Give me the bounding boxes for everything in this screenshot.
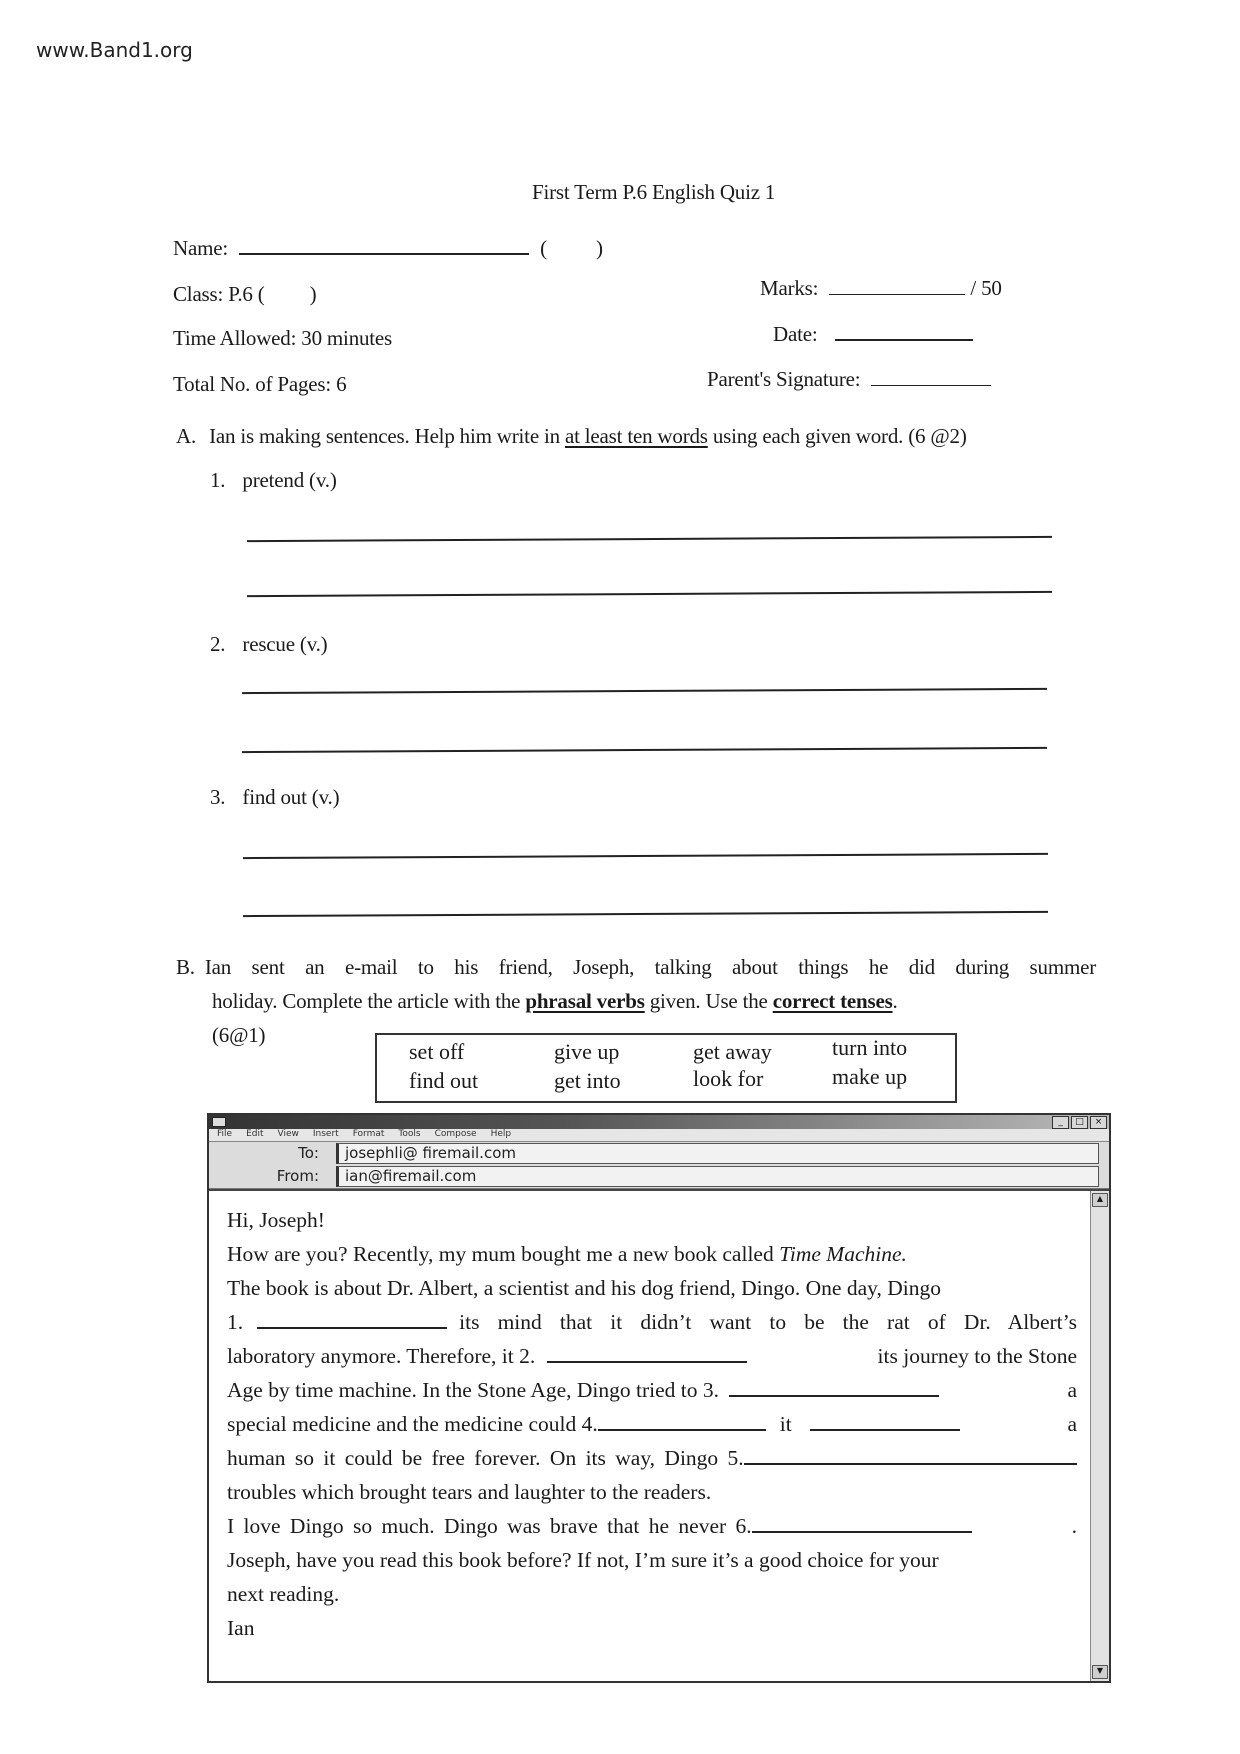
menu-bar	[209, 1129, 1109, 1142]
email-greeting: Hi, Joseph!	[227, 1208, 325, 1232]
email-text: a	[1067, 1412, 1077, 1436]
answer-line-2b[interactable]	[242, 747, 1047, 753]
name-row	[173, 236, 603, 261]
email-text: its mind that it didn’t want to be the rat of Dr. Albert’s	[459, 1310, 1077, 1334]
question-1	[210, 468, 337, 493]
section-b-text-1: Ian sent an e-mail to his friend, Joseph, talking about things he did during summer	[204, 955, 1096, 979]
blank-6[interactable]	[752, 1513, 972, 1533]
email-line: The book is about Dr. Albert, a scientist and his dog friend, Dingo. One day, Dingo	[227, 1276, 941, 1300]
email-text: I love Dingo so much. Dingo was brave that he never 6.	[227, 1514, 752, 1538]
answer-line-1b[interactable]	[247, 591, 1052, 597]
email-text: Age by time machine. In the Stone Age, Dingo tried to 3.	[227, 1378, 720, 1402]
section-b-marks: (6@1)	[212, 1023, 266, 1047]
question-2	[210, 632, 327, 657]
section-b-emphasis-correct-tenses: correct tenses	[772, 989, 893, 1013]
email-line	[227, 1305, 1077, 1339]
question-number: 3.	[210, 785, 226, 809]
email-signoff: Ian	[227, 1616, 255, 1640]
from-field[interactable]: ian@firemail.com	[336, 1166, 1099, 1187]
section-b-period: .	[892, 989, 898, 1013]
word-bank-item: set off	[409, 1039, 465, 1064]
section-a-instruction	[176, 424, 967, 449]
blank-3[interactable]	[729, 1377, 939, 1397]
class-number-paren-close: )	[595, 236, 603, 260]
site-watermark: www.Band1.org	[36, 38, 193, 62]
section-a-marks: using each given word. (6 @2)	[707, 424, 967, 448]
to-field[interactable]: josephli@ firemail.com	[336, 1143, 1099, 1164]
email-line	[227, 1509, 1077, 1543]
marks-row	[760, 276, 1002, 301]
signature-field[interactable]	[871, 384, 991, 386]
email-body	[227, 1203, 1077, 1645]
menu-file[interactable]: File	[217, 1129, 233, 1139]
maximize-button[interactable]: □	[1071, 1116, 1088, 1129]
blank-2[interactable]	[547, 1343, 747, 1363]
email-text: special medicine and the medicine could 4.	[227, 1412, 598, 1436]
section-b-emphasis-phrasal-verbs: phrasal verbs	[525, 989, 645, 1013]
date-field[interactable]	[835, 338, 973, 341]
word-bank-item: find out	[409, 1068, 479, 1093]
class-label: Class: P.6 (	[173, 282, 265, 306]
email-body-area[interactable]	[209, 1189, 1109, 1681]
time-allowed: Time Allowed: 30 minutes	[173, 326, 393, 350]
class-paren-close: )	[309, 282, 317, 306]
word-bank-item: make up	[832, 1064, 908, 1089]
email-line: next reading.	[227, 1582, 340, 1606]
answer-line-3a[interactable]	[243, 853, 1048, 859]
question-number: 2.	[210, 632, 226, 656]
vertical-scrollbar[interactable]	[1090, 1191, 1109, 1681]
section-a-letter: A.	[176, 424, 197, 448]
email-line	[227, 1441, 1077, 1475]
from-row	[209, 1165, 1109, 1189]
name-field[interactable]	[239, 252, 529, 255]
blank-4a[interactable]	[598, 1411, 766, 1431]
blank-number-1: 1.	[227, 1310, 244, 1334]
minimize-button[interactable]: _	[1052, 1116, 1069, 1129]
word-bank-item: get into	[554, 1068, 621, 1093]
word-bank-item: give up	[554, 1039, 620, 1064]
word-bank-item: look for	[693, 1066, 764, 1091]
word-bank-item: turn into	[832, 1035, 908, 1060]
menu-insert[interactable]: Insert	[312, 1129, 339, 1139]
scroll-up-icon[interactable]: ▲	[1092, 1193, 1108, 1207]
email-line	[227, 1237, 1077, 1271]
word-bank-item: get away	[693, 1039, 772, 1064]
date-label: Date:	[773, 322, 818, 346]
email-line	[227, 1407, 1077, 1441]
date-row	[773, 322, 973, 347]
section-a-text: Ian is making sentences. Help him write in	[209, 424, 565, 448]
menu-view[interactable]: View	[277, 1129, 299, 1139]
menu-format[interactable]: Format	[352, 1129, 385, 1139]
email-line: Joseph, have you read this book before? If not, I’m sure it’s a good choice for your	[227, 1548, 939, 1572]
menu-tools[interactable]: Tools	[398, 1129, 421, 1139]
app-icon	[212, 1117, 226, 1127]
class-row	[173, 282, 316, 307]
question-word: pretend (v.)	[242, 468, 337, 492]
section-a-emphasis: at least ten words	[564, 424, 708, 448]
email-text: laboratory anymore. Therefore, it 2.	[227, 1344, 536, 1368]
name-label: Name:	[173, 236, 228, 260]
section-b-letter: B.	[176, 955, 195, 979]
blank-5[interactable]	[744, 1445, 1077, 1465]
question-word: find out (v.)	[242, 785, 340, 809]
menu-compose[interactable]: Compose	[434, 1129, 477, 1139]
menu-help[interactable]: Help	[490, 1129, 512, 1139]
email-text: its journey to the Stone	[877, 1344, 1077, 1368]
email-text: human so it could be free forever. On its way, Dingo 5.	[227, 1446, 744, 1470]
email-text: How are you? Recently, my mum bought me a new book called	[227, 1242, 780, 1266]
to-label: To:	[298, 1144, 319, 1162]
email-text: it	[779, 1412, 792, 1436]
email-line	[227, 1373, 1077, 1407]
question-number: 1.	[210, 468, 226, 492]
email-line: troubles which brought tears and laughter to the readers.	[227, 1480, 712, 1504]
total-pages: Total No. of Pages: 6	[173, 372, 347, 396]
section-b-line-2	[212, 984, 1096, 1018]
answer-line-3b[interactable]	[243, 911, 1048, 917]
signature-row	[707, 367, 991, 392]
signature-label: Parent's Signature:	[707, 367, 861, 391]
email-text: .	[1071, 1514, 1077, 1538]
marks-label: Marks:	[760, 276, 819, 300]
answer-line-1a[interactable]	[247, 536, 1052, 542]
class-number-paren-open: (	[540, 236, 547, 260]
email-line	[227, 1339, 1077, 1373]
marks-field[interactable]	[829, 293, 965, 295]
question-word: rescue (v.)	[242, 632, 328, 656]
section-b-line-1	[176, 950, 1096, 984]
scroll-down-icon[interactable]: ▼	[1092, 1665, 1108, 1679]
word-bank	[375, 1033, 957, 1103]
page-title: First Term P.6 English Quiz 1	[532, 180, 776, 204]
email-text: a	[1067, 1378, 1077, 1402]
email-window	[207, 1113, 1111, 1683]
menu-edit[interactable]: Edit	[246, 1129, 264, 1139]
blank-1[interactable]	[257, 1309, 447, 1329]
to-row	[209, 1142, 1109, 1166]
section-b-text-3: given. Use the	[644, 989, 773, 1013]
from-label: From:	[276, 1167, 319, 1185]
window-titlebar	[209, 1115, 1109, 1129]
answer-line-2a[interactable]	[242, 688, 1047, 694]
question-3	[210, 785, 339, 810]
book-title: Time Machine.	[779, 1242, 907, 1266]
close-button[interactable]: ×	[1090, 1116, 1107, 1129]
blank-4b[interactable]	[810, 1411, 960, 1431]
section-b-text-2: holiday. Complete the article with the	[212, 989, 526, 1013]
marks-total: / 50	[970, 276, 1002, 300]
